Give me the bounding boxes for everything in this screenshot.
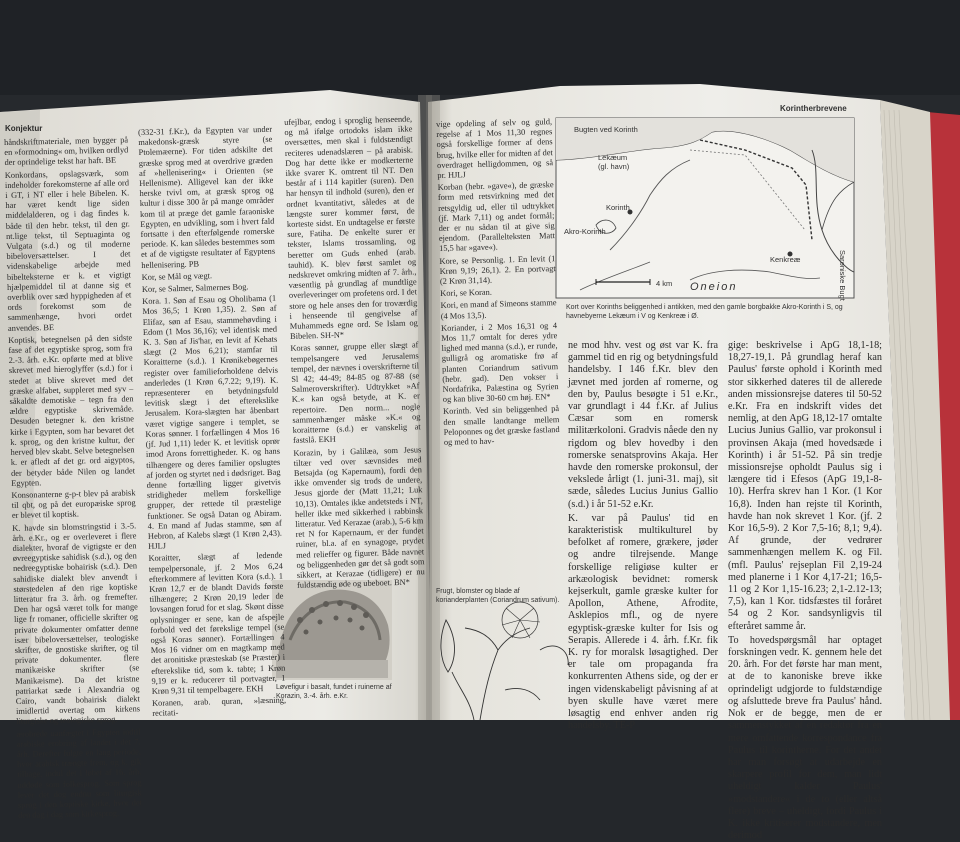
paragraph: Kori, se Koran.	[440, 287, 492, 299]
paragraph: ufejlbar, endog i sproglig henseende, og må ifølge ortodoks islam ikke oversættes, men skal i fuldstændigt reciteres udenadslæren – på arabisk. Dog har dette ikke er modkerterne ikke svarer K. omtrent til NT. Den består af i 114 kapitler (suren). Den har hensyn til indhold (suren), den er ordnet kvantitativt, således at de længste surer kommer først, de korteste sidst. En undtagelse er første sure, Fatiha. De enkelte surer er tekster, Islams trossamling, og beretter om Guds enhed (arab. tauhid). K. blev først samlet og nedskrevet omkring midten af 7. årh., væsentlig på grundlag af mundtlige overleveringer om profetens ord. I det store og hele anses den for troværdig i henseende til gengivelse af Muhammeds egne ord. Se Islam og Bibelen. SH-N*	[284, 114, 418, 342]
paragraph: Korazin, by i Galilæa, som Jesus tiltær ved over sævnsides med Betsajda (og Kapernaum), fordi den ikke omvender sig trods de undere, Jesus gjorde der (Matt 11,21; Luk 10,13). Omtales ikke andetsteds i NT, heller ikke med sikkerhed i rabbinsk litteratur. Ved Kerazae (arab.), 5-6 km ret N for Kapernaum, er der fundet ruiner, bl.a. af en synagoge, prydet med relieffer og figurer. Både navnet og beliggenheden gør det så godt som sikkert, at Kerazae (tidligere) er nu fuldstændig øde og ubeboet. BN*	[293, 444, 425, 590]
map-caption: Kort over Korinths beliggenhed i antikken, med den gamle borgbakke Akro-Korinth i S, og havnebyerne Lekæum i V og Kenkreæ i Ø.	[566, 304, 843, 320]
paragraph: Kor, se Salmer, Salmernes Bog.	[141, 282, 249, 294]
map-label-bay: Bugten ved Korinth	[574, 125, 638, 134]
paragraph: To hovedspørgsmål har optaget forskningen vedr. K. gennem hele det 20. årh. For det første har man ment, at de to kanoniske breve ikke oprindeligt udgjorde to fuldstændige og afsluttede breve fra Paulus' hånd. Nok er de begge, men de er sammenstykket af en redaktør fra en mere omfattende korrespondance fra Paulus til korintherne. For det andet har man forsøgt at udarbejde en skarpere profil for dem, man lidt uheldigt kalder Paulus' »modstandere« i de to (eller altså flere) breve – uheldigt, fordi Paulus i K. ikke kritiserer modstandere, men derimod	[728, 634, 882, 842]
paragraph: (332-31 f.Kr.), da Egypten var under makedonsk-græsk styre (se Ptolemæerne). For tiden adskilte det græske sprog med at overdrive græden af »hellenisering« i Orienten (se Hellenisme). Alligevel kan der ikke herske tvivl om, at græsk sprog og kultur i disse 300 år på mange områder kom til at præge det gamle faraoniske Egypten, en udvikling, som i hvert fald fortsatte i den efterfølgende romerske periode. K. kan således bestemmes som et af de vigtigste resultater af Egyptens hellenisering. PB	[138, 124, 276, 270]
paragraph: Kori, en mand af Simeons stamme (4 Mos 13,5).	[440, 298, 557, 321]
paragraph: Kore, se Personlig. 1. En levit (1 Krøn 9,19; 26,1). 2. En portvagt (2 Krøn 31,14).	[439, 253, 556, 286]
left-running-header: Konjektur	[5, 124, 43, 133]
paragraph: Kora. 1. Søn af Esau og Oholibama (1 Mos 36,5; 1 Krøn 1,35). 2. Søn af Elifaz, søn af Esau, stammehøvding i Edom (1 Mos 36,16); vel identisk med K. 3. Søn af Jis'har, en levit af Kehats slægt (2 Mos 6,21); stamfar til Koraitterne (s.d.). I Krønikebøgernes register over familieforholdene delvis anderledes (1 Krøn 6,7.22; 9,19). K. repræsenterer en betydningsfuld levitisk slægt i det efterekslike Jerusalem. Kora-slægten har åbenbart været vigtige sangere i templet, se Koras sønner. I forfællingen 4 Mos 16 (jf. Jud 1,11) leder K. et levitisk oprør imod Arons forrettigheder. K. og hans tilhængere og deres familier opslugtes af jorden og styrtet ned i dødsriget. Bag denne fortælling ligger givetvis stridigheder mellem forskellige grupper, der rettede til præstelige funktioner. Se også Datan og Abiram. 4. En mand af Judas stamme, søn af Hebron, af Kalebs slægt (1 Krøn 2,43). HJLJ	[142, 293, 283, 551]
paragraph: Koraitter, slægt af ledende tempelpersonale, jf. 2 Mos 6,24 efterkommere af levitten Kora (s.d.). 1 Krøn 12,7 er de blandt Davids første tilhængere; 2 Krøn 20,19 leder de lovsangen forud for et slag. Skønt disse oplysninger er sene, kan de afspejle forbold ved det førekslige tempel (se også Koras sønner). Fortællingen 4 Mos 16 vidner om en magtkamp med det aronitiske præsteskab (se Præster) i efterekslike tid, som k. tabte; 1 Krøn 9,19 er k. reducerет til portvagter, 1 Krøn 9,31 til tempelbagere. EKH	[148, 550, 286, 696]
paragraph: Korinth. Ved sin beliggenhed på den smalle landtange mellem Peloponnes og det græske fastland og med to hav-	[443, 404, 560, 447]
paragraph: Koriander, i 2 Mos 16,31 og 4 Mos 11,7 omtalt for deres ydre lighed med manna (s.d.), er runde, gulligrå og aromatiske frø af planten Coriandrum sativum (hebr. gad). Den vokser i Nordafrika, Palæstina og Syrien og kan blive 30-60 cm høj. EN*	[440, 320, 559, 405]
right-page-column-2	[568, 340, 718, 732]
map-label-saronic: Saroniske Bugt	[838, 250, 847, 301]
map-label-lekaeum: Lekæum	[598, 153, 628, 162]
lion-caption: Løvefigur i basalt, fundet i ruinerne af Korazin, 3.-4. årh. e.Kr.	[276, 684, 392, 700]
paragraph: Koranen, arab. quran, »læsning, recitati-	[151, 695, 287, 719]
paragraph: vige opdeling af selv og guld, regelse af 1 Mos 11,30 regnes også forskellige former af dens brug, hvilke eller for midten af det overdraget helligdommen, og så pr. HJLJ	[436, 117, 554, 180]
paragraph: ærobrede uanfægtet i Egypten indtil arabiske erobring af landet i det 7. årh. Derefter fulgte en lang periode, hvor arabisk trængte frem, og k. gik tilbage, indtil det i løbet af 16. årh. uddøde som folkesprog. Som sprog lever det dog endnu som liturgisk sprog i den koptiske kirke, hvor det den dag i dag som kirkesprog.	[16, 726, 143, 821]
corinth-map	[556, 118, 854, 302]
paragraph: Korban (hebr. »gave«), de græske form med retsvirkning med det retsgyldig ud, eller til udtrykket (jf. Mark 7,11) og andet formål; der er nu sådan til at give sig ejendom. (Parallelteksten Matt 15,5 har »gave«).	[437, 180, 555, 254]
paragraph: Konsonanterne g-p-t blev på arabisk til qbt, og på det europæiske sprog er blevet til koptisk.	[11, 488, 136, 521]
coriander-caption: Frugt, blomster og blade af korianderplanten (Coriandrum sativum).	[436, 588, 560, 604]
map-label-corinth: Korinth	[606, 203, 630, 212]
right-page-column-1	[436, 117, 562, 540]
map-label-akro: Akro-Korinth	[564, 227, 606, 236]
paragraph: Kor, se Mål og vægt.	[141, 271, 213, 282]
lion-relief-picture	[272, 580, 392, 680]
paragraph: ne mod hhv. vest og øst var K. fra gammel tid en rig og betydningsfuld handelsby. I 146 f.Kr. blev den jævnet med jorden af romerne, og den by, Paulus besøgte i 51 e.Kr., var grundlagt i 44 f.Kr. af Julius Cæsar som en romersk militærkoloni. Gradvis nåede den ny rigdom og blev hovedby i den romerske senatsprovins Akaja. Her havde den romerske prokonsul, der vekslede årligt (1. juni-31. maj), sit sæde, således Lucius Junius Gallio (s.d.) i år 51-52 e.Kr.	[568, 340, 718, 510]
right-running-header: Korintherbrevene	[780, 104, 847, 113]
left-page-column-3	[284, 114, 425, 590]
left-page-column-1	[4, 135, 143, 821]
paragraph: håndskriftmateriale, men bygger på en »formodning« om, hvilken ordlyd der oprindelige tekst har haft. BE	[4, 135, 129, 168]
paragraph: K. var på Paulus' tid en karakteristisk multikulturel by befolket af romere, grækere, jøder og andre tilrejsende. Mange forskellige religiøse kulter er arkæologisk bevidnet: romersk kejserkult, gamle græske kulter for Apollon, Athene, Afrodite, Asklepios mfl., og de nyere egyptisk-græske kulter for Isis og Serapis. Allerede i 4. årh. f.Kr. fik K. ry for moralsk løsagtighed. Der er tale om propaganda fra konkurrenten Athens side, og der er ingen videnskabeligt påvisning af at byen skulle have været mere løsagtig end enhver anden rig handelsby. TE-P	[568, 512, 718, 732]
left-page-column-2	[138, 125, 286, 720]
map-label-oneion: Oneion	[690, 281, 738, 293]
map-label-kenkreae: Kenkreæ	[770, 255, 801, 264]
paragraph: K. havde sin blomstringstid i 3.-5. årh. e.Kr., og er overleveret i flere dialekter, hvoraf de vigtigste er den øvreegyptiske sahidisk (s.d.), og den nedreegyptiske bohairisk (s.d.). Den sahidiske dialekt blev anvendt i størstedelen af den rige koptiske litteratur fra 3. årh. og fremefter. Den har også været tolk for mange lige fr romaner, officielle skrifter og private dokumenter omfatter denne især bibeloversættelser, teologiske skrifter, de gnostiske skrifter, og til private dokumenter. flere manikæiske skrifter (se Manikæisme). Da det kristne patriarkat sæde i Alexandria og Cairo, vandt bohairisk dialekt imidlertid overtag om kirkens liturgiske og teologiske sprog.	[12, 520, 141, 727]
map-label-lekaeum-sub: (gl. havn)	[598, 162, 630, 171]
paragraph: gige: beskrivelse i ApG 18,1-18; 18,27-19,1. På grundlag heraf kan Paulus' første ophold i Korinth med stor sikkerhed dateres til de allerede anden missionsrejse dateres til 50-52 e.Kr. Fra en indskrift vides det nemlig, at den ApG 18,12-17 omtalte Lucius Junius Gallio, var prokonsul i provinsen Akaja (med hovedsæde i Korinth) i år 51-52. På sin tredje missionsrejse opholdt Paulus sig i længere tid i Efesos (ApG 19,1-8-10). Herfra skrev han 1 Kor. (1 Kor 16,8). Inden han rejste til Korinth, havde han nok skrevet 1 Kor. (jf. 2 Kor 16,5-9). 2 Kor 7,5-16; 8,1; 9,4). Af grunde, der vedrører sammenhængen mellem K. og Fil. (mfl. Paulus' rejseplan Fil 2,19-24 med planerne i 1 Kor 4,17-21; 16,5-11 og 2 Kor 1,15-16.23; 2,1-2.12-13; 7,5), kan 1 Kor. tidsfæstes til foråret 54 og 2 Kor. sandsynligvis til efteråret samme år.	[728, 340, 882, 632]
paragraph: Koras sønner, gruppe eller slægt af tempelsangere ved Jerusalems tempel, der nævnes i overskrifterne til Sl 42; 44-49; 84-85 og 87-88 (se Salmeroverskrifter). Udtrykket »Af K.« kan også betyde, at K. er repertoire. Den norm... nogle sammenhænger måske »K.« og koraitterne (s.d.) er vanskelig at fastslå. EKH	[290, 340, 421, 446]
right-page-column-3	[728, 340, 882, 842]
map-scale-label: 4 km	[656, 279, 673, 288]
paragraph: Koptisk, betegnelsen på den sidste fase af det egyptiske sprog, som fra 2.-3. årh. e.Kr. opførte med at blive skrevet med hieroglyffer (s.d.) for i stedet at blive skrevet med det græske alfabet, suppleret med syv – såkaldte demotiske – tegn fra den ældre egyptiske skrivemåde. Desuden betegner k. den kristne kirke i Egypten, som har bevaret det k. sprog, og den kristne kultur, der herved blev skabt. Selve betegnelsen k. er afledt af det gr. ord aigyptos, der betyder både Nilen og landet Egypten.	[8, 333, 136, 488]
paragraph: Konkordans, opslagsværk, som indeholder forekomsterne af alle ord i GT, i NT eller i hele Bibelen. K. har været kendt lige siden middelalderen, og i dag findes k. både til den hebr. tekst, til den gr. nt.lige tekst, til Septuaginta og Vulgata (s.d.) og til moderne bibeloversættelser. I det videnskabelige arbejde med bibelteksterne er k. et vigtigt hjælpemiddel til at danne sig et overblik over sæd hyppigheden af et ords forekomst som de sammenhænge, hvori ordet anvendes. BE	[4, 168, 132, 333]
